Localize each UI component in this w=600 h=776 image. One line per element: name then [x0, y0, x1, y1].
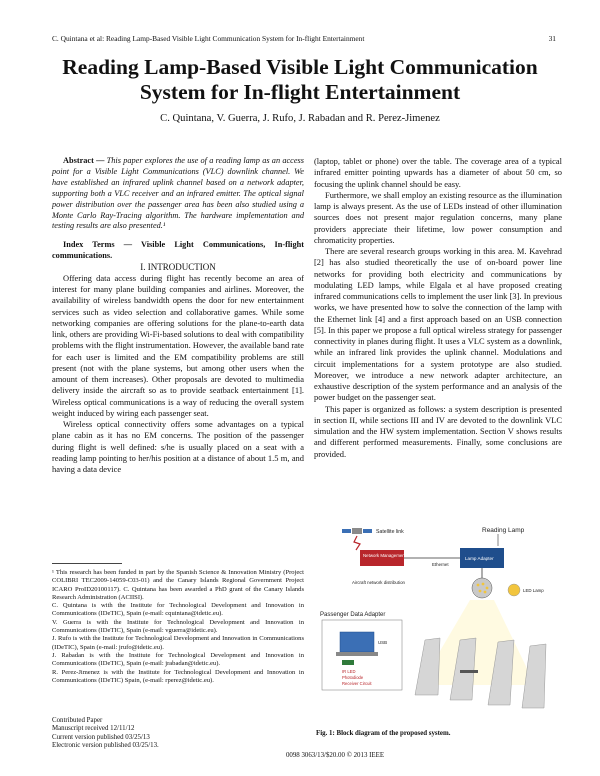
laptop-base-icon — [336, 652, 378, 656]
author-list: C. Quintana, V. Guerra, J. Rufo, J. Rabadan and R. Perez-Jimenez — [160, 113, 440, 124]
abstract-body: This paper explores the use of a reading lamp as an access point for a Visible Light Communications (VLC) downlink channel. We have established an infrared uplink channel based on a network adapter, supporting both a VLC receiver and an infrared emitter. The optical signal power distribution over the passenger area has been also studied using a Monte Carlo Ray-Tracing algorithm. The hardware implementation and testing results are also presented.¹ — [52, 156, 305, 231]
left-column — [52, 156, 304, 475]
footnote-funding: ¹ This research has been funded in part by the Spanish Science & Innovation Ministry (Project COLIBRI TEC2009-14059-C03-01) and the Canary Islands Regional Government Project ICARO ProID20100117). C. Quintana has been awarded a PhD grant of the Canary Islands Research Administration (ACIISI). — [52, 569, 304, 601]
label-satellite: Satellite link — [376, 529, 404, 535]
footnote-author: J. Rufo is with the Institute for Technological Development and Innovation in Communications (IDeTIC), Spain (e-mail: jrufo@idetic.eu). — [52, 635, 304, 651]
abstract-lead: Abstract — — [63, 156, 105, 165]
system-block-diagram — [320, 520, 550, 720]
footnote-author: R. Perez-Jimenez is with the Institute for Technological Development and Innovation in Communications (IDeTIC) Spain, (e-mail: rperez@idetic.eu). — [52, 668, 304, 684]
laptop-icon — [340, 632, 374, 652]
paragraph: This paper is organized as follows: a system description is presented in section II, while sections III and IV are devoted to the downlink VLC simulation and the HW system implementation. Section V shows results and different performed measurements. Finally, some conclusions are provided. — [314, 403, 562, 459]
index-terms: Index Terms — Visible Light Communications, In-flight communications. — [52, 240, 304, 260]
led-lamp-photo-icon — [508, 584, 520, 596]
label-passenger-adapter: Passenger Data Adapter — [320, 612, 386, 618]
paper-title: Reading Lamp-Based Visible Light Communication System for In-flight Entertainment — [62, 55, 538, 104]
footnote-author: C. Quintana is with the Institute for Technological Development and Innovation in Communications (IDeTIC), Spain (e-mail: cquintana@idetic.eu). — [52, 602, 304, 618]
footnote-rule — [52, 563, 122, 564]
publication-info — [52, 717, 272, 751]
pub-line: Manuscript received 12/11/12 — [52, 725, 135, 733]
running-title: C. Quintana et al: Reading Lamp-Based Visible Light Communication System for In-flight Entertainment — [52, 34, 365, 43]
figure-caption: Fig. 1: Block diagram of the proposed system. — [316, 730, 451, 737]
page-number: 31 — [548, 34, 556, 43]
label-ir-led: IR LED — [342, 669, 356, 674]
label-reading-lamp: Reading Lamp — [482, 527, 525, 534]
label-lamp-adapter: Lamp Adapter — [465, 556, 494, 561]
satellite-link-bolt — [354, 536, 360, 550]
paragraph: Furthermore, we shall employ an existing resource as the illumination lamp is always present. As the use of LEDs instead of other illumination sources does not present major regulation concerns, many plane providers appreciate their lifetime, low power consumption and chromaticity properties. — [314, 189, 562, 245]
adapter-board-icon — [342, 660, 354, 665]
label-network-management: Network Management — [363, 553, 406, 558]
pub-line: Contributed Paper — [52, 717, 103, 724]
running-header — [52, 34, 556, 43]
footnote-author: J. Rabadan is with the Institute for Technological Development and Innovation in Communications (IDeTIC), Spain (e-mail: jrabadan@idetic.eu). — [52, 651, 304, 668]
paragraph: (laptop, tablet or phone) over the table. The coverage area of a typical infrared emitter pointing upwards has a diameter of about 50 cm, so focusing the uplink channel should be easy. — [314, 156, 562, 189]
label-photodiode: Photodiode — [342, 675, 364, 680]
paragraph: Offering data access during flight has recently become an area of interest for many plane building companies and airlines. Moreover, the availability of wireless bandwidth opens the door for new entertainment services such as video selection and collaborative games. While some networking companies are offering solutions for the plane-to-earth data link, others are providing Wi-Fi-based solutions to deal with compatibility problems with the flight instrumentation. However, the available band rate for each user is limited and the EM compatibility problems are still present (not with the plane systems, but among other users when the amount of them increases). Other proposals are devoted to multimedia delivery inside the aircraft so as to provide seatback entertainment [1]. Wireless optical communications is a way of reducing the overall system weight induced by wiring each passenger seat. — [52, 272, 304, 418]
satellite-icon — [342, 528, 372, 534]
label-distribution: Aircraft network distribution — [352, 580, 405, 585]
copyright-line: 0098 3063/13/$20.00 © 2013 IEEE — [285, 752, 385, 759]
label-ethernet: Ethernet — [432, 562, 449, 567]
footnotes — [52, 569, 304, 685]
right-column — [314, 156, 562, 460]
label-usb: USB — [378, 640, 388, 645]
section-heading-introduction: I. INTRODUCTION — [140, 261, 216, 272]
footnote-author: V. Guerra is with the Institute for Technological Development and Innovation in Communications (IDeTIC), Spain (e-mail: vguerra@idetic.eu). — [52, 618, 304, 635]
paragraph: There are several research groups working in this area. M. Kavehrad [2] has also studied theoretically the use of on-board power line networks for providing both electricity and communications by modulating LED lamps, while Elgala et al have proposed creating infrared communications cells to implement the user link [3]. In previous works, we have presented how to solve the connection of the lamp with the Ethernet link [4] and a first approach based on an USB connection [5]. In this paper we propose a full optical wireless strategy for passenger connectivity in planes during flight. It uses a VLC system as a downlink, while an infrared link provides the uplink channel. Modulations and circuit implementations for a system prototype are also studied. Moreover, we introduce a new network adapter architecture, an exhaustive description of the system performance and an analysis of the power budget on the passenger seat. — [314, 246, 562, 403]
abstract — [52, 156, 304, 232]
label-receiver: Receiver Circuit — [342, 681, 372, 686]
pub-line: Electronic version published 03/25/13. — [52, 742, 159, 750]
label-led-lamp: LED Lamp — [523, 588, 544, 593]
led-lamp-icon — [472, 578, 492, 598]
seat-table-icon — [460, 670, 478, 673]
paragraph: Wireless optical connectivity offers some advantages on a typical plane cabin as it has no EM concerns. The position of the passenger during flight is well defined: s/he is usually placed on a seat with a reading lamp pointing to her/his position at a distance of about 1.5 m, and having a data device — [52, 419, 304, 475]
pub-line: Current version published 03/25/13 — [52, 733, 150, 741]
